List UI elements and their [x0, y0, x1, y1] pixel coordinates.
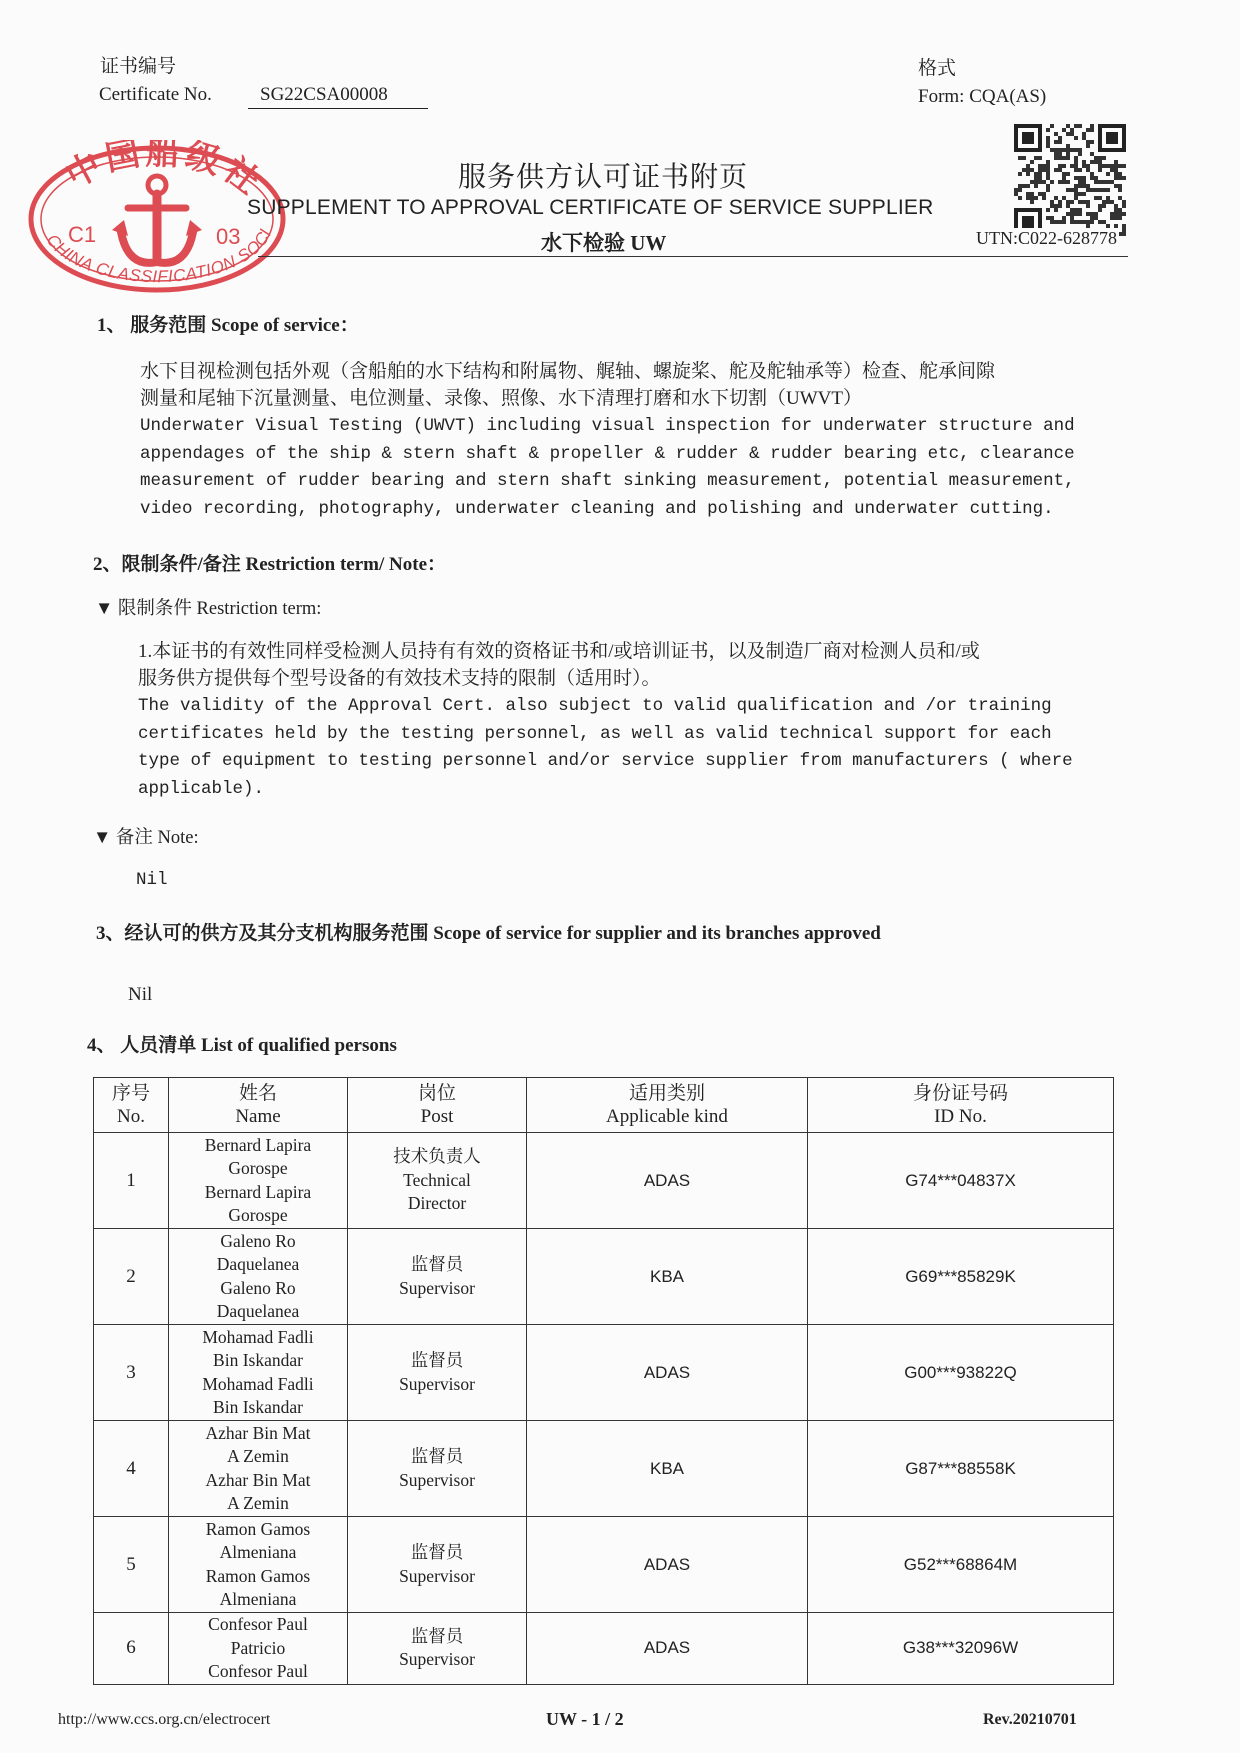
- row-number: 4: [126, 1457, 136, 1479]
- cell-no: [94, 1133, 169, 1229]
- applicable-kind: ADAS: [643, 1362, 691, 1382]
- cell-no: [94, 1229, 169, 1325]
- title-sub: 水下检验 UW: [541, 231, 667, 255]
- cell-name: [169, 1613, 348, 1685]
- section-2-cn-text: [138, 638, 980, 692]
- section-3-heading: 3、经认可的供方及其分支机构服务范围 Scope of service for supplier and its branches approved: [96, 923, 881, 944]
- row-number: 3: [126, 1361, 136, 1383]
- name-line: Gorospe: [228, 1205, 288, 1225]
- id-number: G69***85829K: [905, 1266, 1016, 1286]
- cell-no: [94, 1613, 169, 1685]
- name-line: Azhar Bin Mat: [205, 1469, 311, 1490]
- post-line: Supervisor: [399, 1469, 475, 1490]
- table-row: [94, 1421, 1114, 1517]
- section-2-en-line: certificates held by the testing personnel, as well as valid technical support for each: [138, 723, 1052, 744]
- post-line: Technical: [403, 1169, 471, 1190]
- utn-code: UTN:C022-628778: [976, 228, 1117, 248]
- section-2-cn-line: 服务供方提供每个型号设备的有效技术支持的限制（适用时）。: [138, 668, 661, 689]
- post-line: 监督员: [410, 1542, 464, 1562]
- id-number: G52***68864M: [903, 1554, 1018, 1574]
- stamp-code-right: 03: [216, 224, 241, 249]
- post-line: Supervisor: [399, 1277, 475, 1298]
- row-number: 6: [126, 1637, 136, 1659]
- name-line: Azhar Bin Mat: [205, 1422, 311, 1443]
- row-number: 1: [126, 1169, 136, 1191]
- section-1-en-line: appendages of the ship & stern shaft & propeller & rudder & rudder bearing etc, clearance: [140, 443, 1075, 464]
- section-1-en-line: Underwater Visual Testing (UWVT) including visual inspection for underwater structure and: [140, 416, 1075, 436]
- cell-post: [348, 1229, 527, 1325]
- name-line: Ramon Gamos: [205, 1518, 311, 1539]
- footer-rev: Rev.20210701: [983, 1711, 1077, 1728]
- header-cn: 身份证号码: [912, 1083, 1008, 1104]
- post-line: 监督员: [410, 1625, 464, 1646]
- name-line: A Zemin: [227, 1446, 289, 1466]
- title-cn: 服务供方认可证书附页: [458, 162, 749, 193]
- cell-post: [348, 1517, 527, 1613]
- applicable-kind: KBA: [649, 1266, 685, 1286]
- section-1-cn-text: [140, 358, 995, 412]
- name-line: Gorospe: [228, 1158, 288, 1178]
- form-label-cn: 格式: [918, 58, 957, 79]
- cell-no: [94, 1517, 169, 1613]
- table-row: [94, 1229, 1114, 1325]
- footer-url: http://www.ccs.org.cn/electrocert: [58, 1711, 271, 1728]
- cell-name: [169, 1229, 348, 1325]
- cell-name: [169, 1325, 348, 1421]
- section-2-en-line: applicable).: [138, 778, 265, 799]
- section-1-cn-line: 测量和尾轴下沉量测量、电位测量、录像、照像、水下清理打磨和水下切割（UWVT）: [140, 388, 862, 409]
- name-line: Bernard Lapira: [204, 1134, 312, 1155]
- post-line: 监督员: [410, 1350, 464, 1370]
- section-2-heading: 2、限制条件/备注 Restriction term/ Note：: [93, 554, 447, 575]
- header-cn: 姓名: [238, 1083, 277, 1104]
- name-line: Daquelanea: [216, 1254, 300, 1274]
- name-line: Confesor Paul: [208, 1614, 308, 1634]
- cell-kind: [527, 1613, 808, 1685]
- cell-kind: [527, 1229, 808, 1325]
- name-line: Daquelanea: [216, 1301, 300, 1321]
- table-row: [94, 1613, 1114, 1685]
- cell-id: [808, 1229, 1114, 1325]
- note-value: Nil: [136, 870, 168, 890]
- post-line: Supervisor: [399, 1565, 475, 1586]
- svg-text:中国船级社: [60, 140, 270, 204]
- cell-name: [169, 1421, 348, 1517]
- cell-name: [169, 1133, 348, 1229]
- note-subheading: ▼ 备注 Note:: [93, 828, 199, 848]
- table-row: [94, 1517, 1114, 1613]
- persons-table-wrap: [93, 1077, 1114, 1685]
- name-line: Mohamad Fadli: [202, 1326, 314, 1347]
- row-number: 5: [126, 1553, 136, 1575]
- section-4-heading: 4、 人员清单 List of qualified persons: [87, 1035, 397, 1056]
- table-row: [94, 1325, 1114, 1421]
- section-2-en-line: type of equipment to testing personnel and/or service supplier from manufacturers ( where: [138, 751, 1073, 771]
- cell-id: [808, 1133, 1114, 1229]
- header-en: Applicable kind: [606, 1106, 728, 1127]
- name-line: Bin Iskandar: [213, 1350, 303, 1370]
- cell-id: [808, 1613, 1114, 1685]
- name-line: Galeno Ro: [220, 1230, 296, 1251]
- cell-post: [348, 1613, 527, 1685]
- header-name: [169, 1078, 348, 1133]
- cell-no: [94, 1325, 169, 1421]
- name-line: Bernard Lapira: [204, 1181, 312, 1202]
- stamp-code-left: C1: [68, 222, 97, 247]
- applicable-kind: ADAS: [643, 1554, 691, 1574]
- post-line: Director: [407, 1193, 467, 1214]
- id-number: G87***88558K: [905, 1458, 1016, 1478]
- post-line: 技术负责人: [393, 1146, 481, 1167]
- header-cn: 适用类别: [628, 1083, 705, 1104]
- section-1-cn-line: 水下目视检测包括外观（含船舶的水下结构和附属物、艉轴、螺旋桨、舵及舵轴承等）检查、舵承间隙: [140, 361, 996, 382]
- title-en: SUPPLEMENT TO APPROVAL CERTIFICATE OF SERVICE SUPPLIER: [247, 196, 934, 219]
- cell-post: [348, 1421, 527, 1517]
- name-line: Almeniana: [219, 1589, 297, 1609]
- stamp-top-text: 中国船级社: [60, 140, 269, 205]
- cell-post: [348, 1325, 527, 1421]
- id-number: G74***04837X: [905, 1170, 1016, 1190]
- name-line: Patricio: [230, 1637, 286, 1658]
- name-line: Bin Iskandar: [213, 1397, 303, 1417]
- name-line: A Zemin: [227, 1493, 289, 1513]
- cell-no: [94, 1421, 169, 1517]
- header-en: No.: [117, 1106, 145, 1127]
- name-line: Mohamad Fadli: [202, 1373, 314, 1394]
- name-line: Confesor Paul: [208, 1661, 308, 1681]
- post-line: Supervisor: [399, 1649, 475, 1670]
- section-2-en-line: The validity of the Approval Cert. also subject to valid qualification and /or training: [138, 696, 1052, 716]
- cell-id: [808, 1517, 1114, 1613]
- form-code: Form: CQA(AS): [918, 86, 1047, 107]
- header-cn: 岗位: [417, 1083, 456, 1104]
- cell-name: [169, 1517, 348, 1613]
- table-header-row: [94, 1078, 1114, 1133]
- header-no: [94, 1078, 169, 1133]
- footer-page: UW - 1 / 2: [546, 1709, 624, 1729]
- row-number: 2: [126, 1265, 136, 1287]
- cell-id: [808, 1421, 1114, 1517]
- header-cn: 序号: [111, 1083, 150, 1104]
- section-1-en-text: [140, 413, 1075, 523]
- header-post: [348, 1078, 527, 1133]
- ccs-stamp: [20, 140, 290, 300]
- stamp-bottom-text: CHINA CLASSIFICATION SOCI: [42, 226, 276, 287]
- restriction-subheading: ▼ 限制条件 Restriction term:: [95, 599, 322, 619]
- id-number: G38***32096W: [902, 1638, 1019, 1658]
- applicable-kind: ADAS: [643, 1638, 691, 1658]
- section-2-cn-line: 1.本证书的有效性同样受检测人员持有有效的资格证书和/或培训证书，以及制造厂商对检测人员和/或: [138, 641, 980, 662]
- cell-kind: [527, 1517, 808, 1613]
- post-line: 监督员: [410, 1254, 464, 1274]
- name-line: Ramon Gamos: [205, 1565, 311, 1586]
- name-line: Almeniana: [219, 1542, 297, 1562]
- post-line: 监督员: [410, 1446, 464, 1466]
- section-1-heading: 1、 服务范围 Scope of service：: [97, 315, 359, 336]
- title-rule: [258, 256, 1128, 257]
- header-en: ID No.: [934, 1106, 987, 1127]
- cell-kind: [527, 1421, 808, 1517]
- header-en: Post: [420, 1106, 454, 1127]
- applicable-kind: KBA: [649, 1458, 685, 1478]
- cert-no-label-en: Certificate No.: [99, 84, 212, 105]
- section-1-en-line: video recording, photography, underwater cleaning and polishing and underwater cutting.: [140, 498, 1054, 519]
- cell-post: [348, 1133, 527, 1229]
- cell-kind: [527, 1325, 808, 1421]
- cell-kind: [527, 1133, 808, 1229]
- section-3-value: Nil: [128, 984, 153, 1005]
- cert-no-value: SG22CSA00008: [248, 82, 428, 109]
- post-line: Supervisor: [399, 1373, 475, 1394]
- name-line: Galeno Ro: [220, 1277, 296, 1298]
- cell-id: [808, 1325, 1114, 1421]
- persons-table: [93, 1077, 1114, 1685]
- table-row: [94, 1133, 1114, 1229]
- applicable-kind: ADAS: [643, 1170, 691, 1190]
- header-id: [808, 1078, 1114, 1133]
- section-1-en-line: measurement of rudder bearing and stern shaft sinking measurement, potential measurement,: [140, 471, 1075, 491]
- header-kind: [527, 1078, 808, 1133]
- qr-code: [1014, 124, 1126, 236]
- section-2-en-text: [138, 693, 1073, 803]
- id-number: G00***93822Q: [904, 1362, 1017, 1382]
- cert-no-label-cn: 证书编号: [100, 56, 177, 77]
- header-en: Name: [235, 1106, 281, 1127]
